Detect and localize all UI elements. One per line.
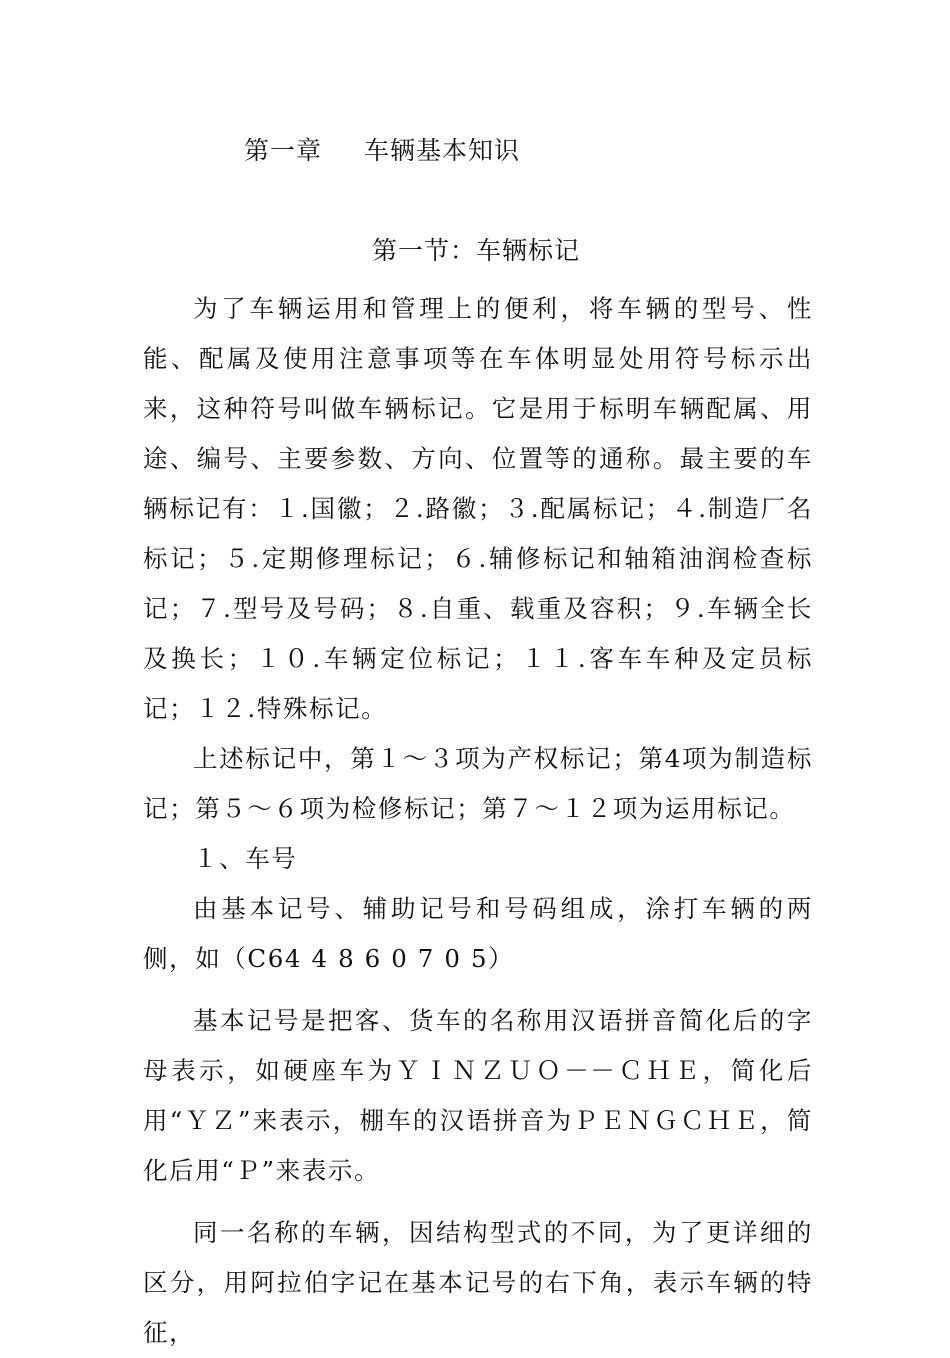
chapter-heading bbox=[244, 134, 520, 168]
subheading-car-number: １、车号 bbox=[193, 844, 298, 873]
chapter-title: 车辆基本知识 bbox=[364, 136, 521, 165]
paragraph-intro: 为了车辆运用和管理上的便利，将车辆的型号、性能、配属及使用注意事项等在车体明显处用符号标示出来，这种符号叫做车辆标记。它是用于标明车辆配属、用途、编号、主要参数、方向、位置等的通称。最主要的车辆标记有：１.国徽；２.路徽；３.配属标记；４.制造厂名标记；５.定期修理标记；６.辅修标记和轴箱油润检查标记；７.型号及号码；８.自重、载重及容积；９.车辆全长及换长；１０.车辆定位标记；１１.客车车种及定员标记；１２.特殊标记。 bbox=[143, 294, 813, 723]
body-text bbox=[143, 284, 813, 1358]
paragraph-subscript: 同一名称的车辆，因结构型式的不同，为了更详细的区分，用阿拉伯字记在基本记号的右下角，表示车辆的特征， bbox=[143, 1218, 813, 1347]
paragraph-basic-code: 基本记号是把客、货车的名称用汉语拼音简化后的字母表示，如硬座车为ＹＩＮＺＵＯ－－ＣＨＥ，简化后用“ＹＺ”来表示，棚车的汉语拼音为ＰＥＮＧＣＨＥ，简化后用“Ｐ”来表示。 bbox=[143, 1006, 813, 1185]
section-heading: 第一节：车辆标记 bbox=[372, 236, 581, 265]
chapter-number: 第一章 bbox=[244, 136, 323, 165]
paragraph-car-number: 由基本记号、辅助记号和号码组成，涂打车辆的两侧，如（C64 4 8 6 0 7 0 5） bbox=[143, 894, 813, 973]
paragraph-categories: 上述标记中，第１～３项为产权标记；第4项为制造标记；第５～６项为检修标记；第７～１２项为运用标记。 bbox=[143, 744, 813, 823]
